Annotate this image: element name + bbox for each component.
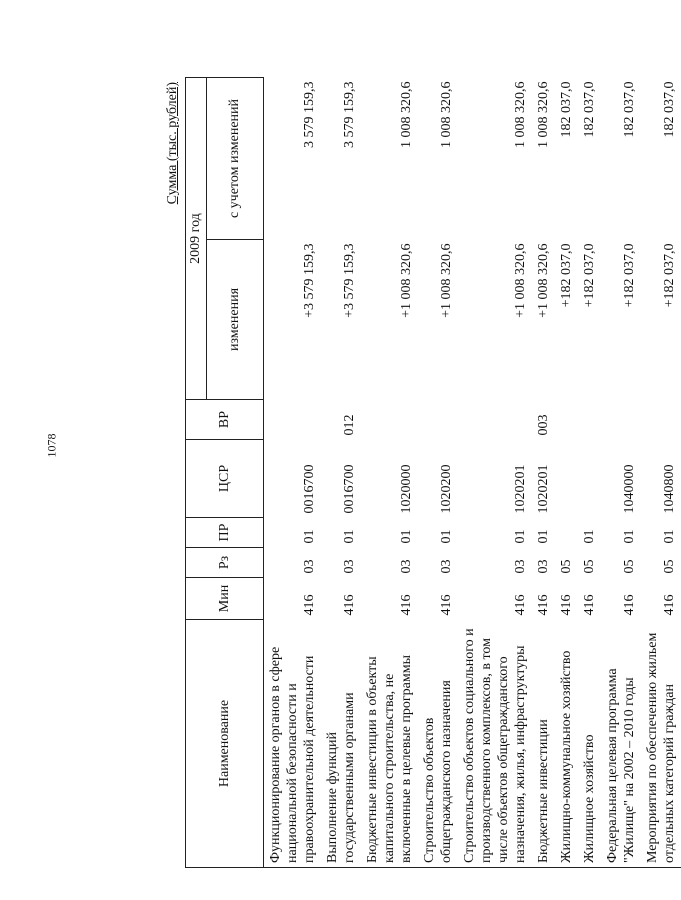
table-row <box>578 78 601 868</box>
row-min: 416 <box>302 594 317 616</box>
header-rz: Рз <box>186 548 264 578</box>
row-vr <box>418 400 458 440</box>
row-name: Выполнение функций государственными органами <box>321 620 361 868</box>
row-min: 416 <box>342 594 357 616</box>
table-row <box>601 78 641 868</box>
table-row <box>321 78 361 868</box>
row-name: Строительство объектов социального и производственного комплексов, в том числе объектов общегражданского назначения, жилья, инфраструктуры <box>458 620 532 868</box>
row-vr <box>641 400 681 440</box>
header-min: Мин <box>186 578 264 620</box>
row-pr: 01 <box>342 529 357 544</box>
row-total: 3 579 159,3 <box>342 81 357 148</box>
header-name: Наименование <box>186 620 264 868</box>
row-min: 416 <box>513 594 528 616</box>
row-change: +182 037,0 <box>559 243 574 308</box>
page-number: 1078 <box>44 433 59 458</box>
row-change: +1 008 320,6 <box>439 243 454 318</box>
row-total: 182 037,0 <box>622 81 637 138</box>
row-csr: 1020200 <box>439 464 454 514</box>
row-total: 182 037,0 <box>662 81 677 138</box>
row-pr: 01 <box>662 529 677 544</box>
row-change: +182 037,0 <box>662 243 677 308</box>
row-vr <box>458 400 532 440</box>
row-pr: 01 <box>582 529 597 544</box>
row-csr: 1040000 <box>622 464 637 514</box>
row-change: +182 037,0 <box>622 243 637 308</box>
row-pr: 01 <box>439 529 454 544</box>
row-name: Функционирование органов в сфере национальной безопасности и правоохранительной деятельности <box>264 620 322 868</box>
row-min: 416 <box>399 594 414 616</box>
row-csr: 0016700 <box>302 464 317 514</box>
row-pr: 01 <box>513 529 528 544</box>
row-rz: 05 <box>662 559 677 574</box>
row-name: Мероприятия по обеспечению жильем отдельных категорий граждан <box>641 620 681 868</box>
row-change: +1 008 320,6 <box>536 243 551 318</box>
row-rz: 03 <box>342 559 357 574</box>
row-csr: 1020201 <box>513 464 528 514</box>
row-vr <box>264 400 322 440</box>
row-csr: 1020201 <box>536 464 551 514</box>
row-rz: 03 <box>399 559 414 574</box>
table-row <box>641 78 681 868</box>
header-csr: ЦСР <box>186 440 264 518</box>
row-total: 182 037,0 <box>582 81 597 138</box>
row-name: Федеральная целевая программа "Жилище" на 2002 – 2010 годы <box>601 620 641 868</box>
row-csr <box>578 440 601 518</box>
row-total: 1 008 320,6 <box>399 81 414 148</box>
row-pr: 01 <box>622 529 637 544</box>
table-row <box>555 78 578 868</box>
header-changes: изменения <box>207 240 264 400</box>
rotated-document-page <box>165 68 677 868</box>
row-vr: 003 <box>536 414 551 436</box>
row-rz: 05 <box>622 559 637 574</box>
row-rz: 03 <box>513 559 528 574</box>
table-row <box>361 78 418 868</box>
row-rz: 03 <box>536 559 551 574</box>
row-vr <box>601 400 641 440</box>
row-rz: 05 <box>559 559 574 574</box>
header-with-changes: с учетом изменений <box>207 78 264 240</box>
row-csr: 1020000 <box>399 464 414 514</box>
row-csr: 1040800 <box>662 464 677 514</box>
row-name: Бюджетные инвестиции в объекты капитального строительства, не включенные в целевые программы <box>361 620 418 868</box>
row-change: +3 579 159,3 <box>342 243 357 318</box>
row-min: 416 <box>536 594 551 616</box>
table-row <box>264 78 322 868</box>
sum-caption: Сумма (тыс. рублей) <box>165 82 180 205</box>
row-total: 3 579 159,3 <box>302 81 317 148</box>
row-name: Жилищное хозяйство <box>578 620 601 868</box>
row-total: 1 008 320,6 <box>439 81 454 148</box>
table-row <box>532 78 555 868</box>
row-change: +3 579 159,3 <box>302 243 317 318</box>
row-change: +1 008 320,6 <box>399 243 414 318</box>
row-name: Строительство объектов общегражданского назначения <box>418 620 458 868</box>
row-min: 416 <box>622 594 637 616</box>
row-name: Жилищно-коммунальное хозяйство <box>555 620 578 868</box>
row-change: +1 008 320,6 <box>513 243 528 318</box>
row-vr <box>555 400 578 440</box>
row-total: 182 037,0 <box>559 81 574 138</box>
header-year: 2009 год <box>186 78 207 400</box>
row-min: 416 <box>582 594 597 616</box>
row-pr: 01 <box>302 529 317 544</box>
row-rz: 05 <box>582 559 597 574</box>
budget-table <box>185 77 681 868</box>
header-pr: ПР <box>186 518 264 548</box>
row-min: 416 <box>662 594 677 616</box>
row-vr <box>361 400 418 440</box>
table-row <box>418 78 458 868</box>
row-rz: 03 <box>302 559 317 574</box>
row-total: 1 008 320,6 <box>513 81 528 148</box>
row-vr: 012 <box>342 414 357 436</box>
row-min: 416 <box>559 594 574 616</box>
row-pr <box>555 518 578 548</box>
row-min: 416 <box>439 594 454 616</box>
header-vr: ВР <box>186 400 264 440</box>
row-change: +182 037,0 <box>582 243 597 308</box>
row-rz: 03 <box>439 559 454 574</box>
table-row <box>458 78 532 868</box>
row-vr <box>578 400 601 440</box>
row-pr: 01 <box>399 529 414 544</box>
row-pr: 01 <box>536 529 551 544</box>
row-csr: 0016700 <box>342 464 357 514</box>
row-name: Бюджетные инвестиции <box>532 620 555 868</box>
row-total: 1 008 320,6 <box>536 81 551 148</box>
row-csr <box>555 440 578 518</box>
